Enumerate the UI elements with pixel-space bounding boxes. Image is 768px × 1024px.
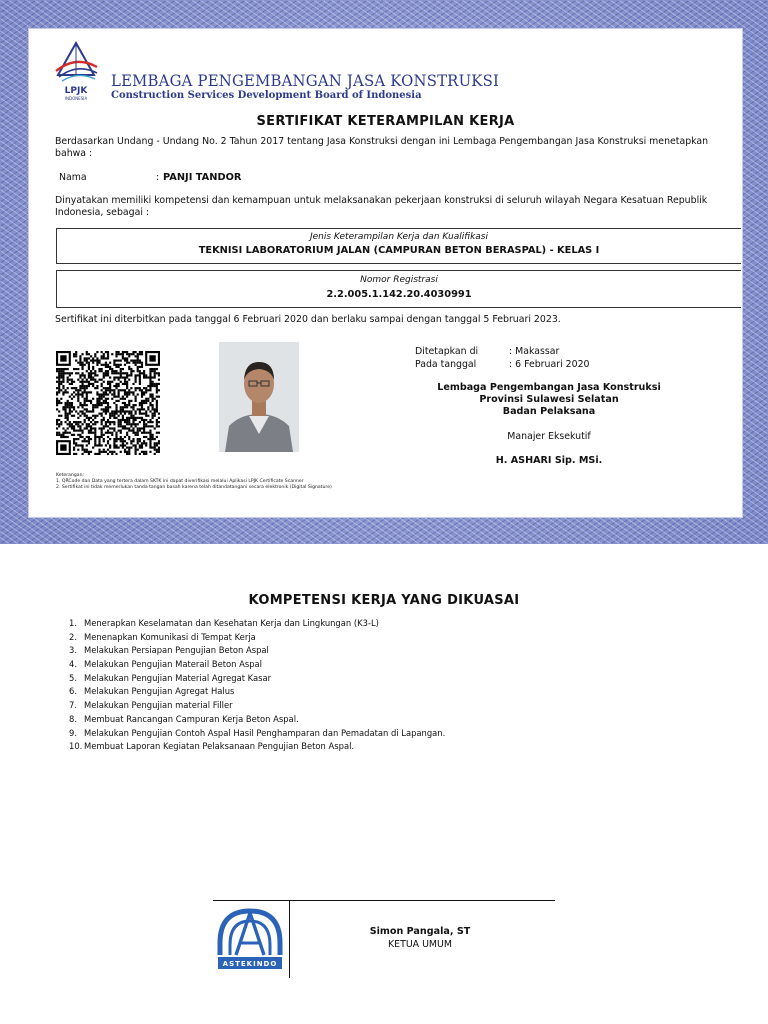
- list-item-number: 1.: [69, 618, 77, 628]
- list-item-text: Melakukan Pengujian Contoh Aspal Hasil Penghamparan dan Pemadatan di Lapangan.: [84, 727, 446, 738]
- footer-divider: [213, 900, 555, 901]
- skill-box: [56, 228, 741, 264]
- competencies-list: [69, 617, 445, 754]
- list-item: [69, 713, 445, 727]
- list-item: [69, 672, 445, 686]
- issuer-line: Badan Pelaksana: [502, 406, 596, 417]
- list-item-number: 8.: [69, 713, 77, 724]
- date-value: : 6 Februari 2020: [509, 359, 590, 370]
- footer-vertical-divider: [289, 900, 290, 978]
- org-name: LEMBAGA PENGEMBANGAN JASA KONSTRUKSI: [111, 71, 500, 90]
- list-item: [69, 727, 445, 741]
- chair-name: Simon Pangala, ST: [369, 926, 471, 937]
- skill-caption: Jenis Keterampilan Kerja dan Kualifikasi: [309, 232, 488, 242]
- skill-value: TEKNISI LABORATORIUM JALAN (CAMPURAN BETON BERASPAL) - KELAS I: [198, 245, 600, 256]
- note-item: 2. Sertifikat ini tidak memerlukan tanda tangan basah karena telah ditandatangani secara elektronik (Digital Signature): [56, 485, 332, 490]
- issuer-line: Lembaga Pengembangan Jasa Konstruksi: [437, 382, 661, 393]
- list-item-text: Melakukan Persiapan Pengujian Beton Aspal: [84, 645, 269, 656]
- list-item-text: Membuat Rancangan Campuran Kerja Beton Aspal.: [84, 713, 299, 724]
- list-item-text: Menenapkan Komunikasi di Tempat Kerja: [84, 631, 256, 642]
- validity-text: Sertifikat ini diterbitkan pada tanggal 6 Februari 2020 dan berlaku sampai dengan tanggal 5 Februari 2023.: [55, 314, 561, 325]
- list-item-number: 7.: [69, 700, 77, 711]
- list-item: [69, 685, 445, 699]
- list-item-text: Melakukan Pengujian material Filler: [84, 700, 233, 711]
- notes-title: Keterangan:: [56, 473, 85, 478]
- holder-name: PANJI TANDOR: [163, 172, 242, 183]
- org-subtitle: Construction Services Development Board of Indonesia: [111, 90, 422, 101]
- note-item: 1. QRCode dan Data yang tertera dalam SKTK ini dapat diverifikasi melalui Aplikasi LPJK Certificate Scanner: [56, 479, 304, 484]
- name-colon: :: [156, 172, 160, 183]
- competencies-title: KOMPETENSI KERJA YANG DIKUASAI: [248, 593, 520, 608]
- name-label: Nama: [59, 172, 87, 183]
- logo-text: LPJK: [64, 86, 88, 96]
- location-label: Ditetapkan di: [415, 346, 479, 357]
- certificate-title: SERTIFIKAT KETERAMPILAN KERJA: [256, 114, 515, 129]
- notes: [56, 473, 332, 491]
- issuer-block: [389, 382, 709, 418]
- qr-code-icon[interactable]: [56, 351, 160, 455]
- registration-caption: Nomor Registrasi: [360, 275, 438, 285]
- list-item: [69, 644, 445, 658]
- list-item-text: Melakukan Pengujian Material Agregat Kasar: [84, 672, 272, 683]
- list-item-text: Melakukan Pengujian Agregat Halus: [84, 686, 235, 697]
- list-item-text: Melakukan Pengujian Materail Beton Aspal: [84, 659, 262, 670]
- list-item-number: 6.: [69, 686, 77, 697]
- astekindo-text: ASTEKINDO: [222, 960, 278, 968]
- certificate-sheet: [28, 28, 743, 518]
- person-photo-icon: [219, 342, 299, 452]
- holder-photo: [219, 342, 299, 452]
- list-item-text: Membuat Laporan Kegiatan Pelaksanaan Pengujian Beton Aspal.: [84, 741, 355, 752]
- astekindo-logo-icon: [216, 905, 284, 973]
- signer-name: H. ASHARI Sip. MSi.: [495, 455, 603, 466]
- location-value: : Makassar: [509, 346, 560, 357]
- logo-subtext: INDONESIA: [64, 96, 88, 101]
- list-item: [69, 631, 445, 645]
- list-item-number: 3.: [69, 645, 77, 656]
- list-item-number: 4.: [69, 659, 77, 670]
- chair-role: KETUA UMUM: [388, 939, 452, 950]
- list-item-number: 5.: [69, 672, 77, 683]
- list-item: [69, 658, 445, 672]
- preamble-text: Berdasarkan Undang - Undang No. 2 Tahun 2017 tentang Jasa Konstruksi dengan ini Lembaga Pengembangan Jasa Konstruksi menetapkan bahwa :: [55, 136, 709, 159]
- list-item: [69, 617, 445, 631]
- list-item-number: 2.: [69, 631, 77, 642]
- list-item-text: Menerapkan Keselamatan dan Kesehatan Kerja dan Lingkungan (K3-L): [84, 618, 379, 628]
- lpjk-logo-icon: [53, 41, 99, 101]
- issuer-line: Provinsi Sulawesi Selatan: [479, 394, 619, 405]
- statement-text: Dinyatakan memiliki kompetensi dan kemampuan untuk melaksanakan pekerjaan konstruksi di seluruh wilayah Negara Kesatuan Republik Indonesia, sebagai :: [55, 195, 708, 218]
- registration-box: [56, 270, 741, 308]
- list-item: [69, 740, 445, 754]
- registration-number: 2.2.005.1.142.20.4030991: [326, 289, 472, 300]
- list-item-number: 9.: [69, 727, 77, 738]
- signer-role: Manajer Eksekutif: [507, 431, 591, 442]
- list-item: [69, 699, 445, 713]
- list-item-number: 10.: [69, 741, 83, 752]
- date-label: Pada tanggal: [415, 359, 477, 370]
